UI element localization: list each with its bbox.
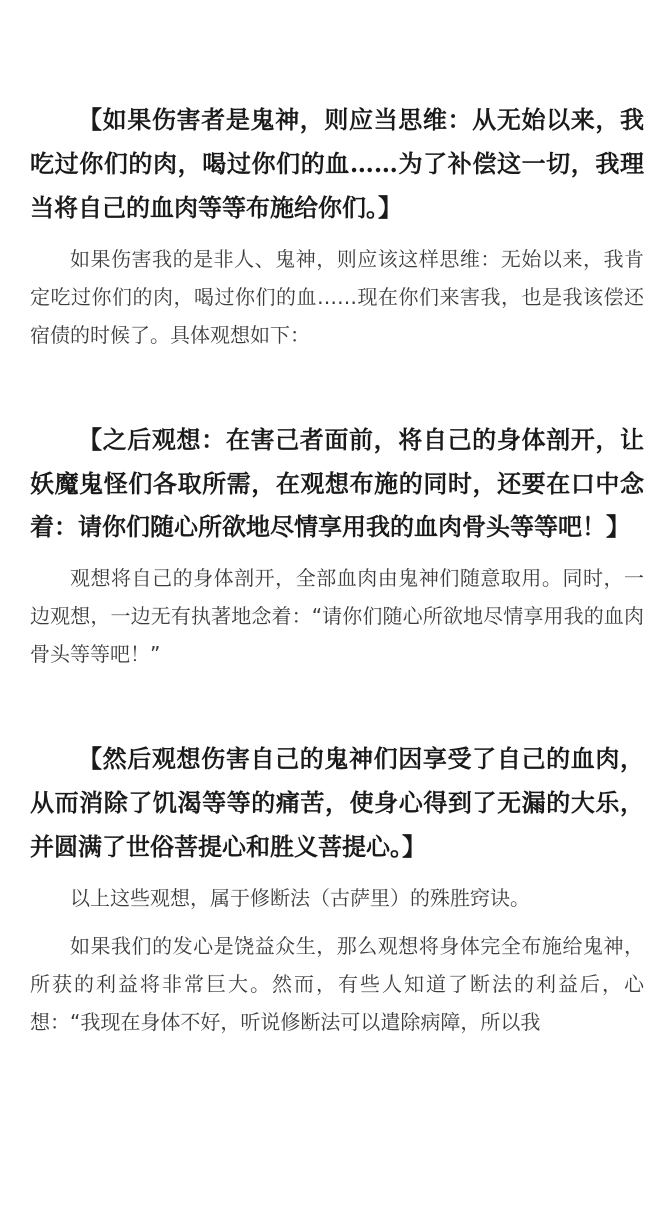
root-verse: 【之后观想：在害己者面前，将自己的身体剖开，让妖魔鬼怪们各取所需，在观想布施的同时，还要在口中念着：请你们随心所欲地尽情享用我的血肉骨头等等吧！】 <box>30 425 644 541</box>
root-verse: 【然后观想伤害自己的鬼神们因享受了自己的血肉，从而消除了饥渴等等的痛苦，使身心得到了无漏的大乐，并圆满了世俗菩提心和胜义菩提心。】 <box>30 743 644 861</box>
commentary-paragraph: 以上这些观想，属于修断法（古萨里）的殊胜窍诀。 <box>70 885 530 910</box>
root-verse: 【如果伤害者是鬼神，则应当思维：从无始以来，我吃过你们的肉，喝过你们的血……为了补偿这一切，我理当将自己的血肉等等布施给你们。】 <box>30 105 644 222</box>
commentary-paragraph: 观想将自己的身体剖开，全部血肉由鬼神们随意取用。同时，一边观想，一边无有执著地念着：“请你们随心所欲地尽情享用我的血肉骨头等等吧！” <box>30 565 644 666</box>
section-1 <box>30 98 644 354</box>
article-body <box>30 98 644 1041</box>
commentary-paragraph: 如果我们的发心是饶益众生，那么观想将身体完全布施给鬼神，所获的利益将非常巨大。然而，有些人知道了断法的利益后，心想：“我现在身体不好，听说修断法可以遣除病障，所以我 <box>30 933 644 1034</box>
section-2 <box>30 418 644 673</box>
commentary-paragraph: 如果伤害我的是非人、鬼神，则应该这样思维：无始以来，我肯定吃过你们的肉，喝过你们的血……现在你们来害我，也是我该偿还宿债的时候了。具体观想如下： <box>30 247 644 347</box>
section-3 <box>30 737 644 1041</box>
